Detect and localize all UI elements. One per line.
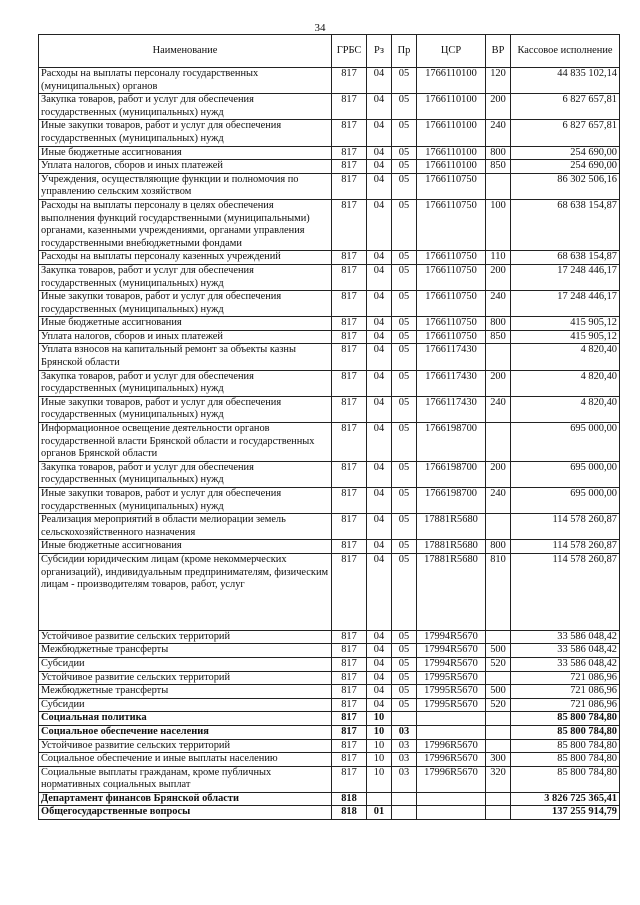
cell-csr: 1766110750 [417, 199, 486, 250]
cell-pr: 05 [392, 423, 417, 462]
cell-name: Департамент финансов Брянской области [39, 792, 332, 806]
table-row [39, 806, 620, 820]
cell-rz: 10 [367, 725, 392, 739]
cell-vr: 240 [486, 120, 511, 146]
cell-vr: 110 [486, 251, 511, 265]
cell-rz: 04 [367, 291, 392, 317]
cell-rz: 04 [367, 264, 392, 290]
cell-pr: 05 [392, 330, 417, 344]
cell-pr [392, 712, 417, 726]
cell-name: Закупка товаров, работ и услуг для обеспечения государственных (муниципальных) нужд [39, 461, 332, 487]
cell-rz: 04 [367, 685, 392, 699]
cell-csr: 1766110750 [417, 264, 486, 290]
cell-pr: 03 [392, 766, 417, 792]
cell-amount: 721 086,96 [511, 671, 620, 685]
cell-rz: 04 [367, 553, 392, 630]
cell-vr [486, 671, 511, 685]
cell-amount: 44 835 102,14 [511, 68, 620, 94]
cell-pr: 05 [392, 644, 417, 658]
cell-name: Уплата налогов, сборов и иных платежей [39, 330, 332, 344]
cell-name: Иные закупки товаров, работ и услуг для обеспечения государственных (муниципальных) нужд [39, 120, 332, 146]
cell-name: Субсидии юридическим лицам (кроме некоммерческих организаций), индивидуальным предпринимателям, физическим лицам - производителям товаров, работ, услуг [39, 553, 332, 630]
cell-grbs: 817 [332, 488, 367, 514]
table-row [39, 644, 620, 658]
cell-pr: 05 [392, 251, 417, 265]
cell-csr: 17881R5680 [417, 514, 486, 540]
table-row [39, 553, 620, 630]
cell-amount: 68 638 154,87 [511, 199, 620, 250]
cell-grbs: 817 [332, 94, 367, 120]
cell-csr: 1766117430 [417, 370, 486, 396]
cell-csr: 1766110750 [417, 173, 486, 199]
cell-grbs: 817 [332, 68, 367, 94]
cell-grbs: 817 [332, 698, 367, 712]
cell-csr: 17996R5670 [417, 739, 486, 753]
cell-csr [417, 712, 486, 726]
cell-grbs: 817 [332, 540, 367, 554]
cell-amount: 85 800 784,80 [511, 766, 620, 792]
table-row [39, 514, 620, 540]
cell-name: Устойчивое развитие сельских территорий [39, 630, 332, 644]
table-row [39, 120, 620, 146]
cell-vr [486, 344, 511, 370]
header-name: Наименование [39, 35, 332, 68]
cell-grbs: 817 [332, 146, 367, 160]
cell-grbs: 817 [332, 291, 367, 317]
cell-name: Субсидии [39, 698, 332, 712]
cell-name: Социальное обеспечение и иные выплаты населению [39, 753, 332, 767]
cell-pr: 05 [392, 630, 417, 644]
cell-rz: 04 [367, 317, 392, 331]
cell-csr: 1766110100 [417, 160, 486, 174]
cell-vr: 500 [486, 644, 511, 658]
cell-vr: 300 [486, 753, 511, 767]
header-pr: Пр [392, 35, 417, 68]
cell-vr: 850 [486, 160, 511, 174]
cell-grbs: 817 [332, 514, 367, 540]
cell-grbs: 817 [332, 644, 367, 658]
table-row [39, 461, 620, 487]
cell-csr: 1766198700 [417, 423, 486, 462]
table-row [39, 396, 620, 422]
page-number: 34 [314, 22, 326, 34]
cell-grbs: 817 [332, 657, 367, 671]
cell-name: Общегосударственные вопросы [39, 806, 332, 820]
cell-amount: 86 302 506,16 [511, 173, 620, 199]
cell-csr: 17994R5670 [417, 644, 486, 658]
cell-pr: 05 [392, 553, 417, 630]
cell-name: Закупка товаров, работ и услуг для обеспечения государственных (муниципальных) нужд [39, 370, 332, 396]
table-row [39, 264, 620, 290]
cell-rz: 04 [367, 173, 392, 199]
cell-rz: 04 [367, 644, 392, 658]
cell-rz: 04 [367, 251, 392, 265]
cell-pr: 05 [392, 657, 417, 671]
cell-rz: 04 [367, 657, 392, 671]
cell-name: Информационное освещение деятельности органов государственной власти Брянской области и государственных органов Брянской области [39, 423, 332, 462]
table-row [39, 685, 620, 699]
cell-amount: 6 827 657,81 [511, 94, 620, 120]
header-row [39, 35, 620, 68]
cell-rz: 10 [367, 739, 392, 753]
cell-pr: 05 [392, 396, 417, 422]
cell-vr [486, 630, 511, 644]
cell-grbs: 817 [332, 553, 367, 630]
cell-name: Межбюджетные трансферты [39, 685, 332, 699]
cell-amount: 3 826 725 365,41 [511, 792, 620, 806]
cell-name: Уплата налогов, сборов и иных платежей [39, 160, 332, 174]
cell-amount: 114 578 260,87 [511, 553, 620, 630]
cell-vr: 320 [486, 766, 511, 792]
cell-name: Расходы на выплаты персоналу казенных учреждений [39, 251, 332, 265]
cell-amount: 17 248 446,17 [511, 264, 620, 290]
cell-csr [417, 806, 486, 820]
cell-rz: 04 [367, 671, 392, 685]
cell-pr: 05 [392, 317, 417, 331]
cell-rz: 04 [367, 488, 392, 514]
cell-csr: 17994R5670 [417, 630, 486, 644]
cell-vr: 800 [486, 146, 511, 160]
cell-rz: 04 [367, 344, 392, 370]
table-row [39, 251, 620, 265]
cell-grbs: 817 [332, 120, 367, 146]
cell-csr: 17995R5670 [417, 698, 486, 712]
table-row [39, 344, 620, 370]
cell-pr: 05 [392, 344, 417, 370]
cell-amount: 33 586 048,42 [511, 644, 620, 658]
cell-rz: 10 [367, 712, 392, 726]
cell-pr: 05 [392, 94, 417, 120]
cell-amount: 85 800 784,80 [511, 753, 620, 767]
cell-name: Субсидии [39, 657, 332, 671]
cell-vr: 800 [486, 317, 511, 331]
cell-name: Иные бюджетные ассигнования [39, 317, 332, 331]
cell-amount: 721 086,96 [511, 698, 620, 712]
table-row [39, 68, 620, 94]
cell-vr [486, 514, 511, 540]
cell-grbs: 817 [332, 160, 367, 174]
cell-amount: 17 248 446,17 [511, 291, 620, 317]
table-row [39, 725, 620, 739]
cell-grbs: 817 [332, 461, 367, 487]
cell-rz: 01 [367, 806, 392, 820]
cell-amount: 114 578 260,87 [511, 540, 620, 554]
cell-amount: 33 586 048,42 [511, 630, 620, 644]
cell-grbs: 817 [332, 685, 367, 699]
cell-grbs: 817 [332, 251, 367, 265]
cell-grbs: 817 [332, 671, 367, 685]
cell-vr [486, 806, 511, 820]
cell-amount: 85 800 784,80 [511, 725, 620, 739]
cell-amount: 137 255 914,79 [511, 806, 620, 820]
cell-pr: 05 [392, 370, 417, 396]
cell-vr [486, 739, 511, 753]
cell-csr: 17995R5670 [417, 685, 486, 699]
cell-amount: 33 586 048,42 [511, 657, 620, 671]
cell-name: Расходы на выплаты персоналу в целях обеспечения выполнения функций государственными (муниципальными) органами, казенными учреждениями, органами управления государственными внебюджетными фондами [39, 199, 332, 250]
table-row [39, 753, 620, 767]
cell-vr: 200 [486, 370, 511, 396]
table-row [39, 739, 620, 753]
cell-amount: 85 800 784,80 [511, 712, 620, 726]
cell-vr: 810 [486, 553, 511, 630]
header-amount: Кассовое исполнение [511, 35, 620, 68]
cell-pr: 05 [392, 160, 417, 174]
table-row [39, 630, 620, 644]
cell-rz: 04 [367, 423, 392, 462]
cell-rz: 04 [367, 68, 392, 94]
table-row [39, 370, 620, 396]
cell-pr: 05 [392, 264, 417, 290]
table-row [39, 540, 620, 554]
cell-grbs: 817 [332, 199, 367, 250]
header-vr: ВР [486, 35, 511, 68]
cell-csr: 1766110750 [417, 291, 486, 317]
cell-grbs: 817 [332, 725, 367, 739]
cell-csr [417, 725, 486, 739]
cell-vr: 240 [486, 396, 511, 422]
cell-pr: 05 [392, 173, 417, 199]
cell-amount: 68 638 154,87 [511, 251, 620, 265]
cell-amount: 721 086,96 [511, 685, 620, 699]
cell-name: Уплата взносов на капитальный ремонт за объекты казны Брянской области [39, 344, 332, 370]
cell-rz: 04 [367, 199, 392, 250]
cell-vr: 240 [486, 488, 511, 514]
cell-vr: 500 [486, 685, 511, 699]
cell-name: Социальные выплаты гражданам, кроме публичных нормативных социальных выплат [39, 766, 332, 792]
cell-pr [392, 792, 417, 806]
cell-rz: 04 [367, 540, 392, 554]
cell-amount: 695 000,00 [511, 461, 620, 487]
cell-pr: 05 [392, 461, 417, 487]
table-row [39, 94, 620, 120]
cell-csr: 1766198700 [417, 488, 486, 514]
cell-rz: 04 [367, 630, 392, 644]
cell-vr: 200 [486, 461, 511, 487]
cell-amount: 4 820,40 [511, 344, 620, 370]
cell-rz: 10 [367, 766, 392, 792]
table-row [39, 146, 620, 160]
cell-rz [367, 792, 392, 806]
cell-pr: 05 [392, 514, 417, 540]
cell-vr [486, 792, 511, 806]
cell-csr: 17994R5670 [417, 657, 486, 671]
cell-name: Закупка товаров, работ и услуг для обеспечения государственных (муниципальных) нужд [39, 94, 332, 120]
cell-amount: 114 578 260,87 [511, 514, 620, 540]
cell-name: Иные бюджетные ассигнования [39, 540, 332, 554]
cell-amount: 254 690,00 [511, 146, 620, 160]
cell-pr: 03 [392, 739, 417, 753]
cell-csr: 17996R5670 [417, 766, 486, 792]
cell-csr: 1766198700 [417, 461, 486, 487]
cell-rz: 04 [367, 461, 392, 487]
cell-csr: 1766110100 [417, 94, 486, 120]
cell-grbs: 817 [332, 317, 367, 331]
table-row [39, 657, 620, 671]
cell-vr: 850 [486, 330, 511, 344]
cell-grbs: 818 [332, 806, 367, 820]
cell-vr: 520 [486, 657, 511, 671]
table-row [39, 671, 620, 685]
cell-name: Иные закупки товаров, работ и услуг для обеспечения государственных (муниципальных) нужд [39, 291, 332, 317]
budget-table [38, 34, 620, 820]
cell-csr [417, 792, 486, 806]
cell-name: Устойчивое развитие сельских территорий [39, 671, 332, 685]
cell-pr: 05 [392, 291, 417, 317]
table-row [39, 199, 620, 250]
table-body [39, 68, 620, 820]
cell-vr: 240 [486, 291, 511, 317]
cell-name: Иные закупки товаров, работ и услуг для обеспечения государственных (муниципальных) нужд [39, 488, 332, 514]
cell-pr [392, 806, 417, 820]
cell-vr: 520 [486, 698, 511, 712]
cell-pr: 03 [392, 753, 417, 767]
cell-vr: 800 [486, 540, 511, 554]
cell-csr: 1766110100 [417, 146, 486, 160]
cell-rz: 04 [367, 120, 392, 146]
cell-amount: 6 827 657,81 [511, 120, 620, 146]
cell-vr [486, 725, 511, 739]
cell-rz: 04 [367, 698, 392, 712]
cell-vr: 200 [486, 264, 511, 290]
cell-name: Реализация мероприятий в области мелиорации земель сельскохозяйственного назначения [39, 514, 332, 540]
cell-pr: 05 [392, 671, 417, 685]
cell-grbs: 817 [332, 396, 367, 422]
cell-pr: 05 [392, 488, 417, 514]
cell-name: Иные закупки товаров, работ и услуг для обеспечения государственных (муниципальных) нужд [39, 396, 332, 422]
cell-csr: 1766110750 [417, 330, 486, 344]
cell-grbs: 817 [332, 344, 367, 370]
table-row [39, 330, 620, 344]
cell-grbs: 817 [332, 753, 367, 767]
cell-name: Расходы на выплаты персоналу государственных (муниципальных) органов [39, 68, 332, 94]
table-row [39, 698, 620, 712]
cell-rz: 04 [367, 514, 392, 540]
header-csr: ЦСР [417, 35, 486, 68]
header-rz: Рз [367, 35, 392, 68]
cell-rz: 10 [367, 753, 392, 767]
cell-rz: 04 [367, 396, 392, 422]
table-row [39, 173, 620, 199]
cell-csr: 1766117430 [417, 396, 486, 422]
cell-csr: 17881R5680 [417, 540, 486, 554]
table-row [39, 160, 620, 174]
cell-pr: 03 [392, 725, 417, 739]
cell-grbs: 817 [332, 370, 367, 396]
cell-pr: 05 [392, 540, 417, 554]
table-row [39, 423, 620, 462]
cell-csr: 1766117430 [417, 344, 486, 370]
cell-amount: 695 000,00 [511, 488, 620, 514]
cell-pr: 05 [392, 146, 417, 160]
cell-grbs: 817 [332, 264, 367, 290]
table-row [39, 766, 620, 792]
cell-grbs: 817 [332, 173, 367, 199]
cell-csr: 1766110750 [417, 251, 486, 265]
table-row [39, 712, 620, 726]
cell-vr [486, 712, 511, 726]
cell-rz: 04 [367, 146, 392, 160]
cell-amount: 4 820,40 [511, 396, 620, 422]
cell-vr [486, 423, 511, 462]
cell-name: Учреждения, осуществляющие функции и полномочия по управлению сельским хозяйством [39, 173, 332, 199]
cell-vr: 100 [486, 199, 511, 250]
cell-amount: 415 905,12 [511, 317, 620, 331]
cell-name: Иные бюджетные ассигнования [39, 146, 332, 160]
table-row [39, 317, 620, 331]
cell-name: Закупка товаров, работ и услуг для обеспечения государственных (муниципальных) нужд [39, 264, 332, 290]
cell-amount: 4 820,40 [511, 370, 620, 396]
cell-csr: 1766110100 [417, 120, 486, 146]
cell-pr: 05 [392, 698, 417, 712]
cell-csr: 17881R5680 [417, 553, 486, 630]
cell-csr: 1766110750 [417, 317, 486, 331]
cell-pr: 05 [392, 68, 417, 94]
cell-csr: 17996R5670 [417, 753, 486, 767]
cell-grbs: 817 [332, 423, 367, 462]
cell-pr: 05 [392, 120, 417, 146]
cell-name: Устойчивое развитие сельских территорий [39, 739, 332, 753]
cell-rz: 04 [367, 94, 392, 120]
cell-csr: 17995R5670 [417, 671, 486, 685]
cell-csr: 1766110100 [417, 68, 486, 94]
cell-name: Социальное обеспечение населения [39, 725, 332, 739]
cell-amount: 415 905,12 [511, 330, 620, 344]
cell-pr: 05 [392, 199, 417, 250]
cell-grbs: 817 [332, 739, 367, 753]
cell-amount: 254 690,00 [511, 160, 620, 174]
table-row [39, 792, 620, 806]
cell-rz: 04 [367, 370, 392, 396]
cell-grbs: 817 [332, 630, 367, 644]
cell-vr: 120 [486, 68, 511, 94]
cell-rz: 04 [367, 160, 392, 174]
cell-amount: 695 000,00 [511, 423, 620, 462]
cell-grbs: 818 [332, 792, 367, 806]
cell-amount: 85 800 784,80 [511, 739, 620, 753]
cell-pr: 05 [392, 685, 417, 699]
cell-vr [486, 173, 511, 199]
table-row [39, 291, 620, 317]
cell-rz: 04 [367, 330, 392, 344]
cell-name: Межбюджетные трансферты [39, 644, 332, 658]
table-row [39, 488, 620, 514]
cell-grbs: 817 [332, 712, 367, 726]
cell-grbs: 817 [332, 766, 367, 792]
cell-grbs: 817 [332, 330, 367, 344]
cell-vr: 200 [486, 94, 511, 120]
header-grbs: ГРБС [332, 35, 367, 68]
cell-name: Социальная политика [39, 712, 332, 726]
